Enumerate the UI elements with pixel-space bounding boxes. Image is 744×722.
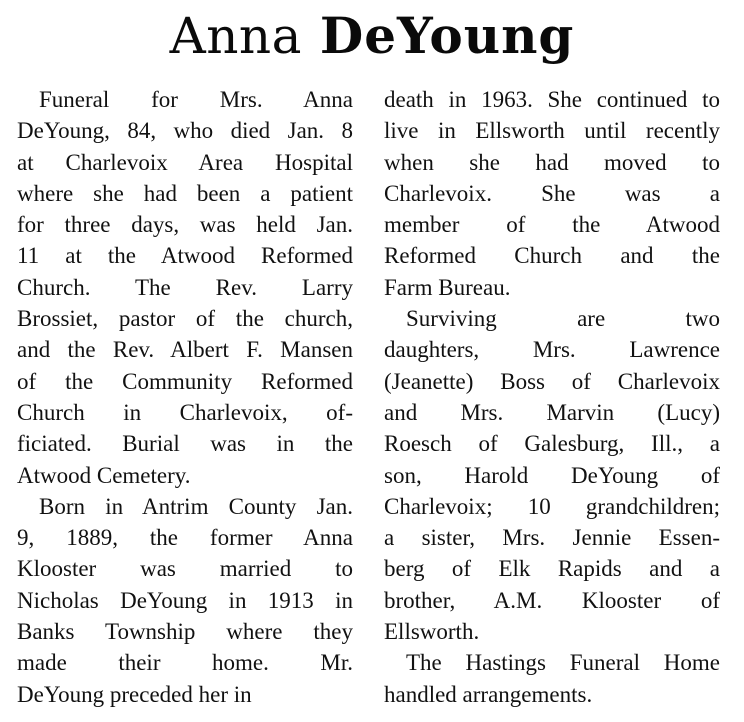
article-line: made their home. Mr.	[17, 650, 353, 676]
article-line: berg of Elk Rapids and a	[384, 556, 720, 582]
article-paragraph	[17, 491, 353, 710]
article-line: member of the Atwood	[384, 212, 720, 238]
article-line: 9, 1889, the former Anna	[17, 525, 353, 551]
article-line: Surviving are two	[406, 306, 720, 332]
article-line: Brossiet, pastor of the church,	[17, 306, 353, 332]
article-line: DeYoung preceded her in	[17, 681, 252, 707]
article-line: of the Community Reformed	[17, 368, 353, 394]
article-line: (Jeanette) Boss of Charlevoix	[384, 368, 720, 394]
article-line: when she had moved to	[384, 149, 720, 175]
article-line: a sister, Mrs. Jennie Essen-	[384, 525, 720, 551]
article-line: Nicholas DeYoung in 1913 in	[17, 587, 353, 613]
article-line: handled arrangements.	[384, 681, 593, 707]
article-line: Charlevoix; 10 grandchildren;	[384, 493, 720, 519]
article-paragraph	[17, 84, 353, 491]
headline-last-name: DeYoung	[319, 6, 575, 65]
article-line: daughters, Mrs. Lawrence	[384, 337, 720, 363]
article-line: and Mrs. Marvin (Lucy)	[384, 399, 720, 425]
article-line: at Charlevoix Area Hospital	[17, 149, 353, 175]
article-line: Born in Antrim County Jan.	[39, 493, 353, 519]
article-line: 11 at the Atwood Reformed	[17, 243, 353, 269]
article-line: DeYoung, 84, who died Jan. 8	[17, 118, 353, 144]
article-line: where she had been a patient	[17, 180, 353, 206]
article-line: Roesch of Galesburg, Ill., a	[384, 431, 720, 457]
article-paragraph	[384, 303, 720, 647]
article-line: son, Harold DeYoung of	[384, 462, 720, 488]
article-line: and the Rev. Albert F. Mansen	[17, 337, 353, 363]
article-line: Klooster was married to	[17, 556, 353, 582]
article-line: Funeral for Mrs. Anna	[39, 87, 353, 112]
article-line: death in 1963. She continued to	[384, 87, 720, 112]
article-paragraph	[384, 647, 720, 710]
article-line: Church in Charlevoix, of-	[17, 399, 353, 425]
article-line: Farm Bureau.	[384, 274, 511, 300]
article-line: The Hastings Funeral Home	[406, 650, 720, 676]
article-line: Ellsworth.	[384, 619, 480, 645]
article-column-right	[384, 84, 720, 710]
article-paragraph	[384, 84, 720, 303]
article-line: Reformed Church and the	[384, 243, 720, 269]
article-line: Charlevoix. She was a	[384, 180, 720, 206]
article-line: for three days, was held Jan.	[17, 212, 353, 238]
article-column-left	[17, 84, 353, 710]
article-line: live in Ellsworth until recently	[384, 118, 720, 144]
article-line: Atwood Cemetery.	[17, 462, 191, 488]
article-line: ficiated. Burial was in the	[17, 431, 353, 457]
article-line: Church. The Rev. Larry	[17, 274, 353, 300]
article-line: brother, A.M. Klooster of	[384, 587, 720, 613]
article-line: Banks Township where they	[17, 619, 353, 645]
headline-first-name: Anna	[169, 7, 302, 65]
obituary-headline	[0, 2, 744, 70]
